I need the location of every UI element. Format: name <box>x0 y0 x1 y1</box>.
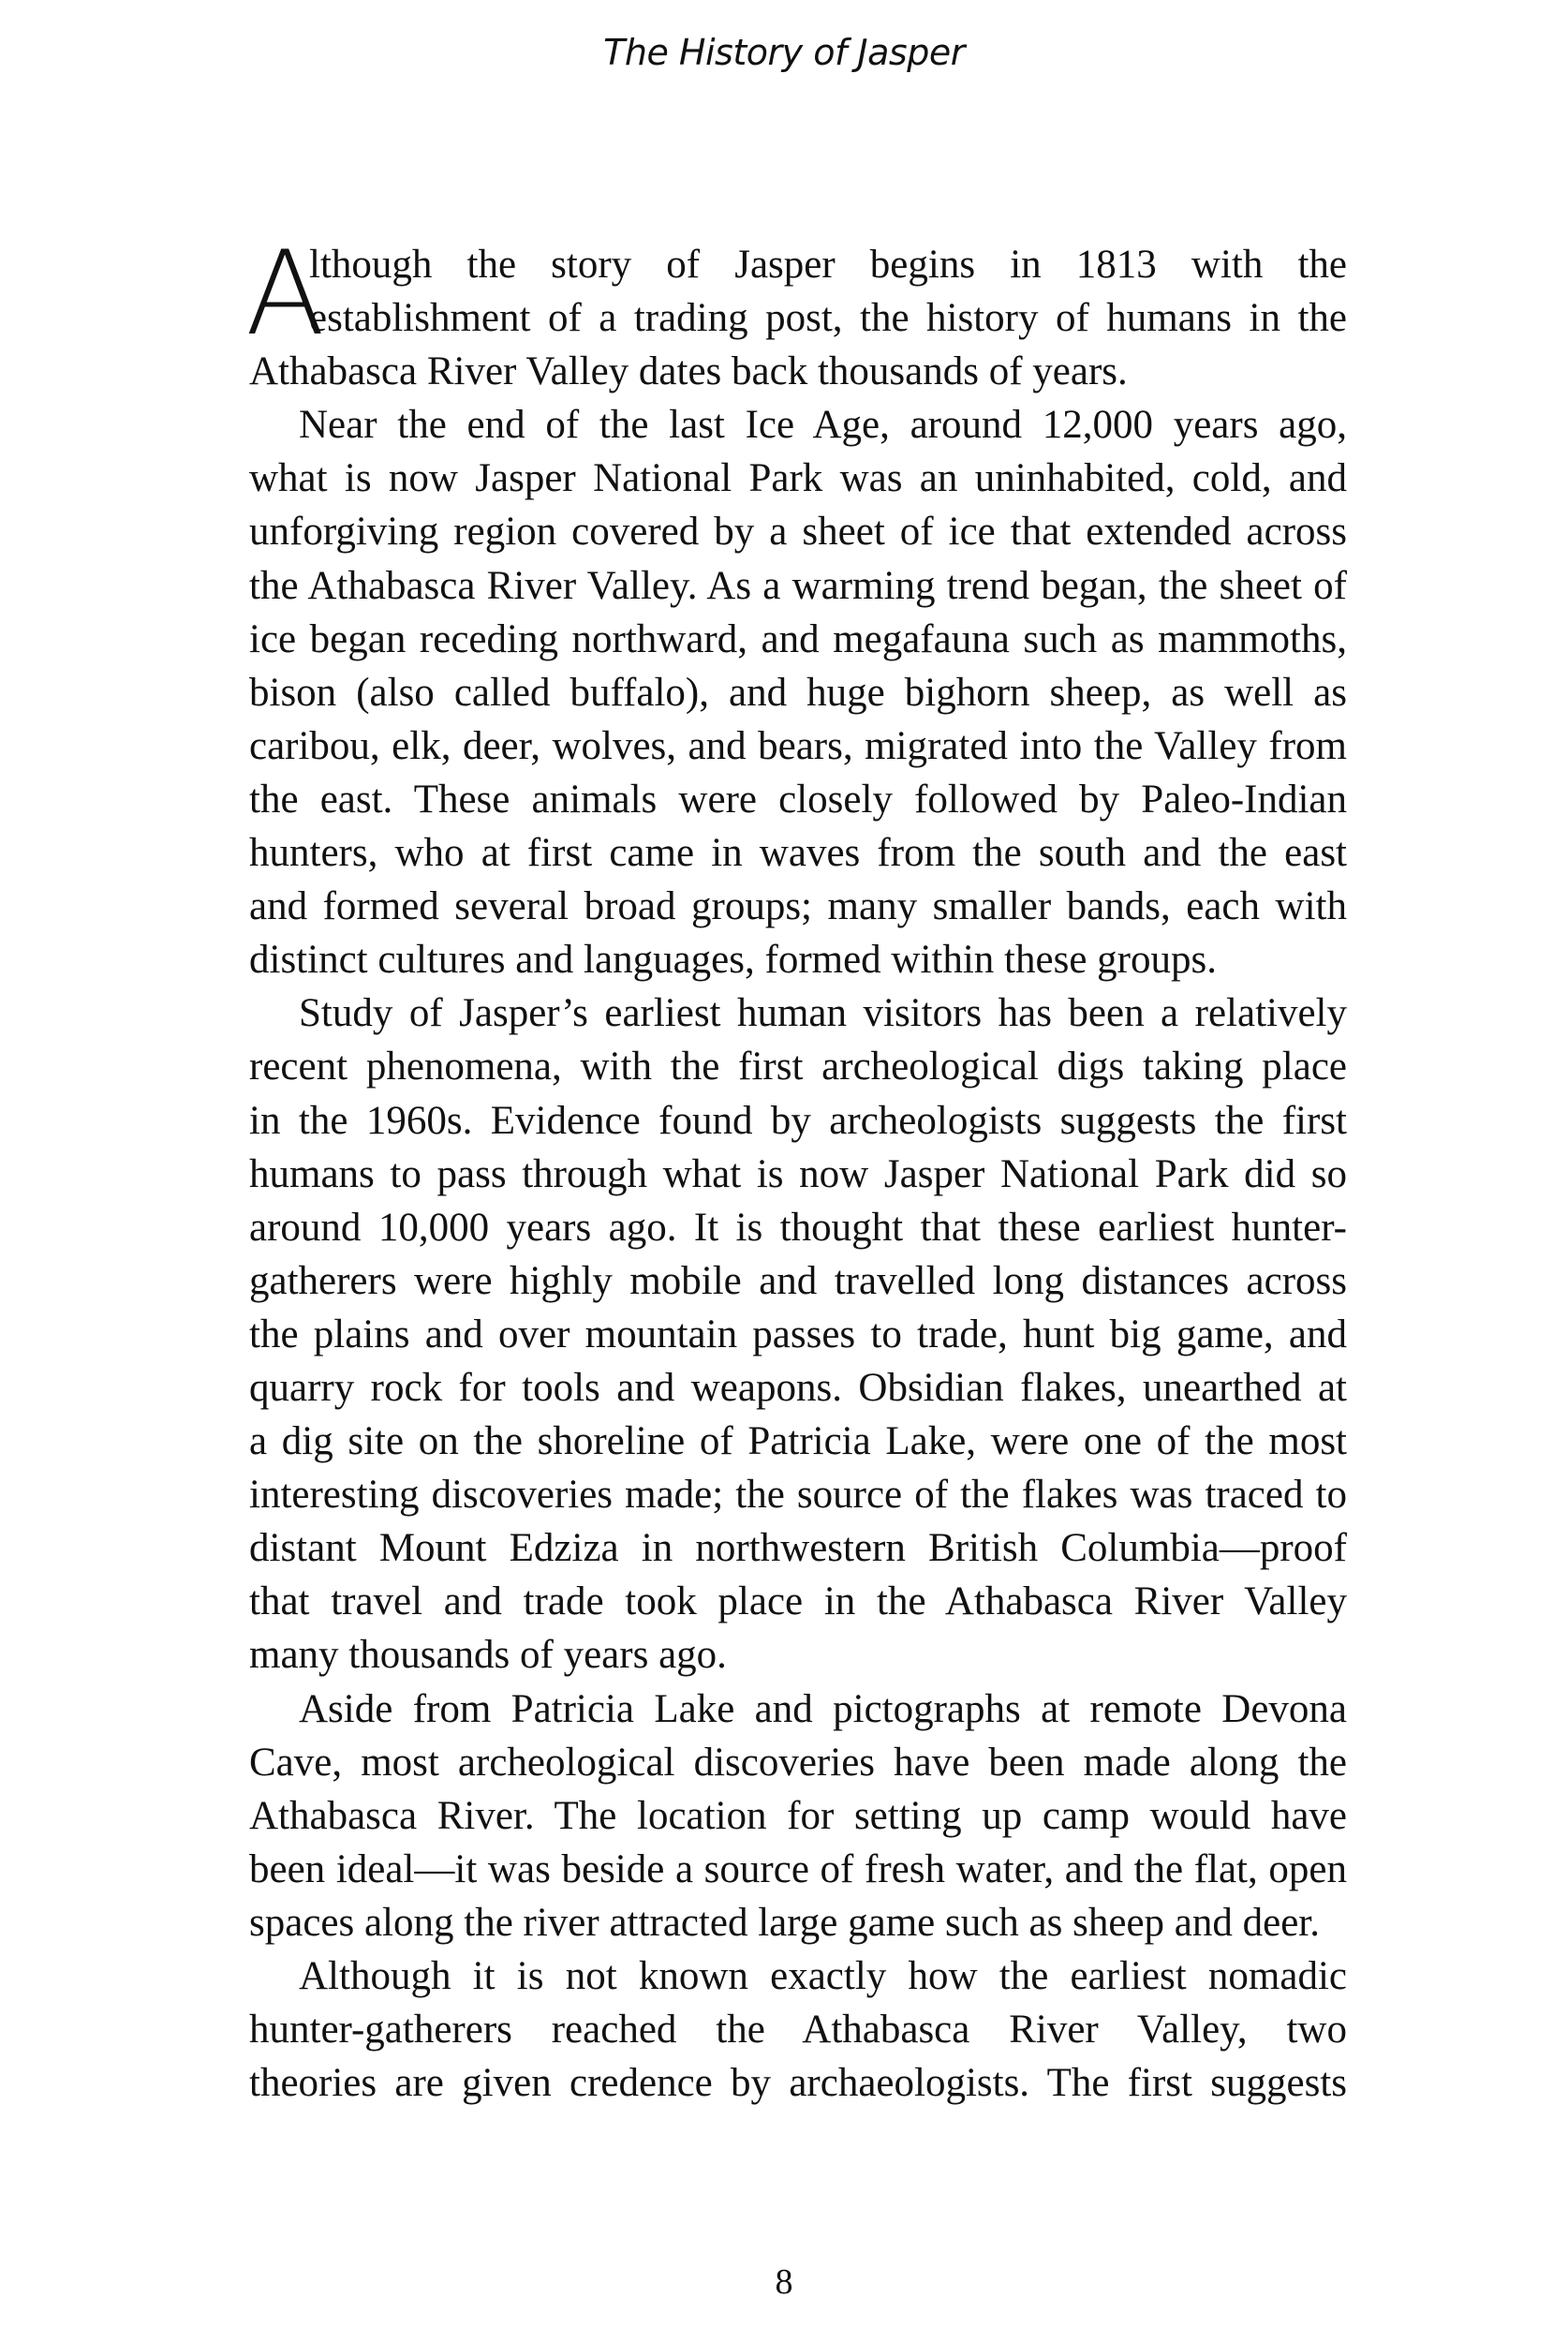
text-line: distinct cultures and languages, formed within these groups. <box>249 938 1217 983</box>
paragraph <box>249 398 1347 986</box>
running-head: The History of Jasper <box>603 32 965 73</box>
text-line: a dig site on the shoreline of Patricia Lake, were one of the most <box>249 1419 1347 1464</box>
body-text <box>249 238 1347 2110</box>
text-line: the plains and over mountain passes to trade, hunt big game, and <box>249 1312 1347 1356</box>
text-line: interesting discoveries made; the source of the flakes was traced to <box>249 1473 1347 1518</box>
text-line: unforgiving region covered by a sheet of ice that extended across <box>249 510 1347 555</box>
text-line: hunters, who at first came in waves from the south and the east <box>249 831 1347 876</box>
text-line: gatherers were highly mobile and travelled long distances across <box>249 1258 1347 1303</box>
text-line: Study of Jasper’s earliest human visitors has been a relatively <box>299 991 1347 1036</box>
text-line: distant Mount Edziza in northwestern British Columbia—proof <box>249 1526 1347 1571</box>
text-line: many thousands of years ago. <box>249 1633 727 1678</box>
text-line: theories are given credence by archaeologists. The first suggests <box>249 2061 1347 2106</box>
paragraph <box>249 986 1347 1682</box>
text-line: Although it is not known exactly how the earliest nomadic <box>299 1954 1347 1998</box>
text-line: quarry rock for tools and weapons. Obsidian flakes, unearthed at <box>249 1365 1347 1410</box>
text-line: Cave, most archeological discoveries have been made along the <box>249 1740 1347 1785</box>
text-line: and formed several broad groups; many smaller bands, each with <box>249 884 1347 929</box>
text-line: what is now Jasper National Park was an uninhabited, cold, and <box>249 456 1347 501</box>
drop-cap: A <box>245 227 325 362</box>
text-line: Aside from Patricia Lake and pictographs at remote Devona <box>299 1686 1347 1731</box>
text-line: hunter-gatherers reached the Athabasca River Valley, two <box>249 2008 1347 2053</box>
text-line: been ideal—it was beside a source of fresh water, and the flat, open <box>249 1846 1347 1891</box>
text-line: bison (also called buffalo), and huge bighorn sheep, as well as <box>249 670 1347 715</box>
text-line: Near the end of the last Ice Age, around 12,000 years ago, <box>299 403 1347 448</box>
text-line: that travel and trade took place in the Athabasca River Valley <box>249 1579 1347 1624</box>
paragraph <box>249 1949 1347 2110</box>
text-line: establishment of a trading post, the history of humans in the <box>309 296 1347 341</box>
page-number: 8 <box>775 2262 793 2302</box>
text-line: the Athabasca River Valley. As a warming trend began, the sheet of <box>249 563 1347 608</box>
text-line: recent phenomena, with the first archeological digs taking place <box>249 1045 1347 1089</box>
text-line: caribou, elk, deer, wolves, and bears, migrated into the Valley from <box>249 723 1347 768</box>
text-line: ice began receding northward, and megafauna such as mammoths, <box>249 616 1347 661</box>
paragraph <box>249 238 1347 398</box>
text-line: around 10,000 years ago. It is thought that these earliest hunter- <box>249 1205 1347 1250</box>
text-line: spaces along the river attracted large game such as sheep and deer. <box>249 1900 1320 1945</box>
text-line: humans to pass through what is now Jasper National Park did so <box>249 1151 1347 1196</box>
text-line: Athabasca River Valley dates back thousands of years. <box>249 349 1128 394</box>
text-line: the east. These animals were closely followed by Paleo-Indian <box>249 777 1347 822</box>
paragraph <box>249 1682 1347 1949</box>
text-line: in the 1960s. Evidence found by archeologists suggests the first <box>249 1098 1347 1143</box>
text-line: Athabasca River. The location for setting up camp would have <box>249 1793 1347 1838</box>
text-line: lthough the story of Jasper begins in 1813 with the <box>309 243 1347 287</box>
